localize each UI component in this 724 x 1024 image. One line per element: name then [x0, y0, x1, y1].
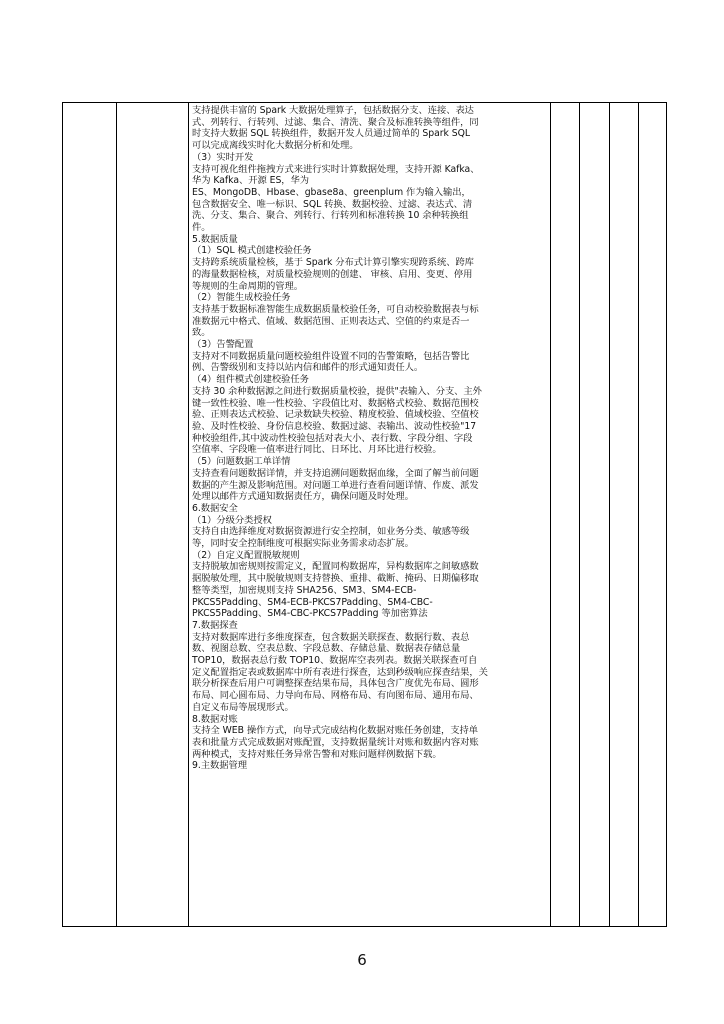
- text-line: （1）SQL 模式创建校验任务: [192, 245, 312, 257]
- text-line: 支持提供丰富的 Spark 大数据处理算子，包括数据分支、连接、表达: [192, 105, 474, 116]
- text-line: 6.数据安全: [192, 502, 238, 514]
- column-divider-5: [609, 103, 610, 926]
- text-line: （2）智能生成校验任务: [192, 292, 291, 304]
- text-line: （3）实时开发: [192, 151, 254, 163]
- text-line: （4）组件模式创建校验任务: [192, 374, 309, 386]
- text-line: 整等类型，加密规则支持 SHA256、SM3、SM4-ECB-: [192, 584, 417, 596]
- text-line: 件。: [192, 222, 211, 234]
- text-line: 键一致性校验、唯一性校验、字段值比对、数据格式校验、数据范围校: [192, 397, 479, 409]
- text-line: 支持对不同数据质量问题校验组件设置不同的告警策略，包括告警比: [192, 350, 470, 362]
- text-line: 支持自由选择维度对数据资源进行安全控制，如业务分类、敏感等级: [192, 526, 470, 538]
- column-divider-3: [550, 103, 551, 926]
- text-line: 数、视图总数、空表总数、字段总数、存储总量、数据表存储总量: [192, 643, 461, 655]
- text-line: 支持 30 余种数据源之间进行数据质量校验，提供"表输入、分支、主外: [192, 385, 482, 397]
- text-line: 验、及时性校验、身份信息校验、数据过滤、表输出、波动性校验"17: [192, 420, 477, 432]
- text-line: 等，同时安全控制维度可根据实际业务需求动态扩展。: [192, 538, 414, 550]
- text-line: 验、正则表达式校验、记录数缺失校验、精度校验、值域校验、空值校: [192, 409, 479, 421]
- text-line: 5.数据质量: [192, 233, 238, 245]
- text-line: 华为 Kafka、开源 ES，华为: [192, 175, 310, 187]
- text-line: 数据的产生源及影响范围。对问题工单进行查看问题详情、作废、派发: [192, 479, 479, 491]
- text-line: 种校验组件,其中波动性校验包括对表大小、表行数、字段分组、字段: [192, 432, 473, 444]
- text-line: 两种模式，支持对账任务异常告警和对账问题样例数据下载。: [192, 748, 442, 760]
- text-line: 致。: [192, 327, 211, 339]
- text-line: （1）分级分类授权: [192, 514, 272, 526]
- column-divider-6: [638, 103, 639, 926]
- column-divider-4: [579, 103, 580, 926]
- text-line: 包含数据安全、唯一标识、SQL 转换、数据校验、过滤、表达式、清: [192, 198, 473, 210]
- text-line: 空值率、字段唯一值率进行同比、日环比、月环比进行校验。: [192, 444, 442, 456]
- text-line: 联分析探查后用户可调整探查结果布局，具体包含广度优先布局、圆形: [192, 678, 479, 690]
- text-line: 支持脱敏加密规则按需定义，配置同构数据库，异构数据库之间敏感数: [192, 561, 479, 573]
- text-line: 时支持大数据 SQL 转换组件，数据开发人员通过简单的 Spark SQL: [192, 128, 471, 140]
- text-line: 式、列转行、行转列、过滤、集合、清洗、聚合及标准转换等组件，同: [192, 116, 479, 128]
- text-line: 自定义布局等展现形式。: [192, 701, 294, 713]
- text-line: （2）自定义配置脱敏规则: [192, 549, 300, 561]
- spec-description-cell: [189, 103, 549, 772]
- text-line: 支持可视化组件拖拽方式来进行实时计算数据处理，支持开源 Kafka、: [192, 163, 480, 175]
- text-line: PKCS5Padding、SM4-ECB-PKCS7Padding、SM4-CBC-: [192, 596, 433, 608]
- text-line: 例、告警级别和支持以站内信和邮件的形式通知责任人。: [192, 362, 424, 374]
- text-line: ES、MongoDB、Hbase、gbase8a、greenplum 作为输入输出，: [192, 186, 471, 198]
- text-line: PKCS5Padding、SM4-CBC-PKCS7Padding 等加密算法: [192, 608, 428, 620]
- text-line: 7.数据探查: [192, 619, 238, 631]
- text-line: 8.数据对账: [192, 713, 238, 725]
- text-line: 9.主数据管理: [192, 760, 248, 772]
- text-line: 等规则的生命周期的管理。: [192, 280, 303, 292]
- spec-table: [62, 102, 667, 927]
- text-line: 支持跨系统质量检核，基于 Spark 分布式计算引擎实现跨系统、跨库: [192, 257, 474, 269]
- text-line: 支持对数据库进行多维度探查，包含数据关联探查、数据行数、表总: [192, 631, 470, 643]
- page-number: 6: [357, 951, 367, 969]
- text-line: 可以完成离线实时化大数据分析和处理。: [192, 140, 359, 152]
- text-line: TOP10，数据表总行数 TOP10、数据库空表列表。数据关联探查可自: [192, 655, 478, 667]
- text-line: 的海量数据检核，对质量校验规则的创建、 审核、启用、变更、停用: [192, 268, 473, 280]
- text-line: 准数据元中格式、值域、数据范围、正则表达式、空值的约束是否一: [192, 315, 470, 327]
- text-line: （5）问题数据工单详情: [192, 456, 291, 468]
- column-divider-1: [116, 103, 117, 926]
- text-line: 定义配置指定表或数据库中所有表进行探查，达到秒级响应探查结果，关: [192, 666, 488, 678]
- text-line: 洗、分支、集合、聚合、列转行、行转列和标准转换 10 余种转换组: [192, 210, 469, 222]
- text-line: 支持全 WEB 操作方式，向导式完成结构化数据对账任务创建，支持单: [192, 725, 479, 737]
- text-line: 处理以邮件方式通知数据责任方，确保问题及时处理。: [192, 491, 414, 503]
- text-line: 支持查看问题数据详情，并支持追溯问题数据血缘，全面了解当前问题: [192, 467, 479, 479]
- text-line: 表和批量方式完成数据对账配置，支持数据量统计对账和数据内容对账: [192, 736, 479, 748]
- text-line: 据脱敏处理，其中脱敏规则支持替换、重排、截断、掩码、日期偏移取: [192, 573, 479, 585]
- text-line: 支持基于数据标准智能生成数据质量校验任务，可自动校验数据表与标: [192, 303, 479, 315]
- text-line: （3）告警配置: [192, 339, 254, 351]
- text-line: 布局、同心圆布局、力导向布局、网格布局、有向图布局、通用布局、: [192, 690, 479, 702]
